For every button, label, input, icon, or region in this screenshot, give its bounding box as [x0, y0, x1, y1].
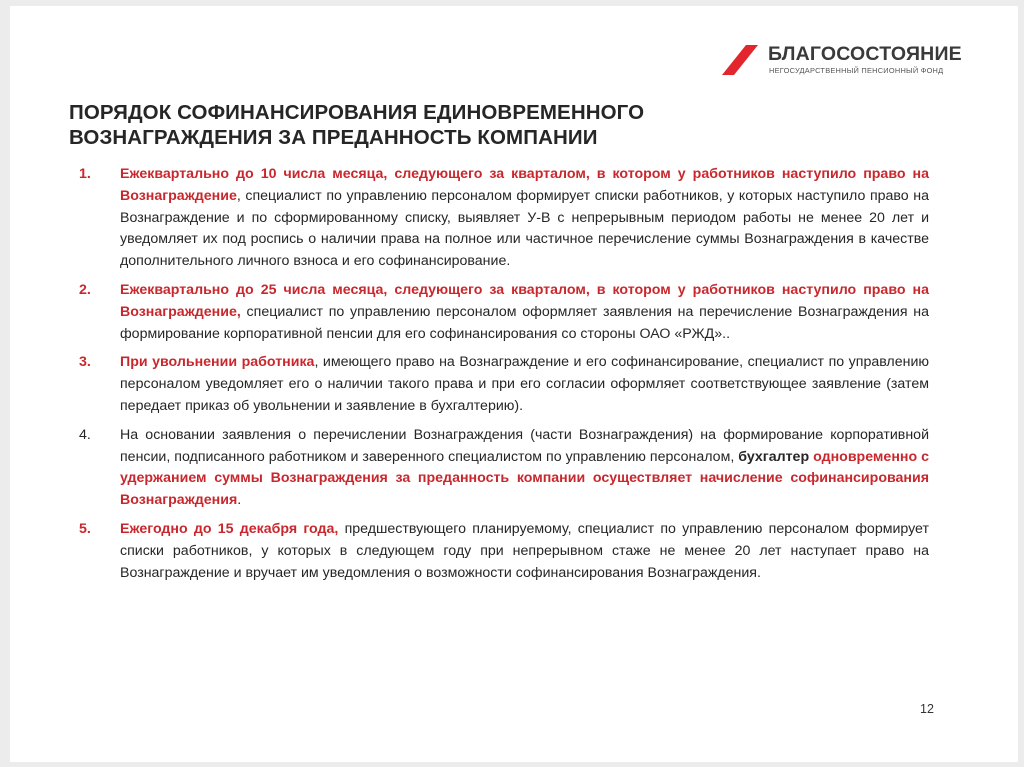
item-bold: бухгалтер [738, 448, 810, 465]
item-text: , специалист по управлению персоналом формирует списки работников, у которых наступило право на Вознаграждение и по сформированному списку, выявляет У-В с непрерывным периодом работы не менее 20 лет и уведомляет их под роспись о наличии права на полное или частичное перечисление суммы Вознаграждения в качестве дополнительного личного взноса и его софинансирование. [120, 187, 929, 270]
item-highlight: одновременно с удержанием суммы Вознаграждения за преданность компании осуществляет начисление софинансирования Вознаграждения [120, 448, 930, 509]
item-highlight: Ежеквартально до 25 числа месяца, следующего за кварталом, в котором у работников наступило право на Вознаграждение, [120, 281, 929, 320]
list-item [69, 425, 929, 512]
item-highlight: Ежегодно до 15 декабря года, [120, 520, 339, 537]
procedure-list [69, 164, 929, 591]
item-number: 5. [79, 520, 91, 537]
list-item [69, 519, 929, 584]
page-number: 12 [920, 702, 934, 716]
item-text: специалист по управлению персоналом оформляет заявления на перечисление Вознаграждения на формирование корпоративной пенсии для его софинансирования со стороны ОАО «РЖД».. [120, 303, 929, 342]
list-item [69, 352, 929, 417]
item-text: На основании заявления о перечислении Вознаграждения (части Вознаграждения) на формирование корпоративной пенсии, подписанного работником и заверенного специалистом по управлению персоналом, [120, 426, 929, 465]
item-highlight: При увольнении работника [120, 354, 315, 371]
item-number: 3. [79, 354, 91, 371]
item-end: . [237, 492, 242, 509]
logo-name: БЛАГОСОСТОЯНИЕ [768, 43, 962, 65]
item-highlight: Ежеквартально до 10 числа месяца, следующего за кварталом, в котором у работников наступило право на Вознаграждение [120, 166, 929, 204]
list-item [69, 164, 929, 273]
logo-mark-icon [722, 45, 758, 75]
list-item [69, 280, 929, 345]
item-text: , имеющего право на Вознаграждение и его софинансирование, специалист по управлению персоналом уведомляет его о наличии такого права и при его согласии оформляет соответствующее заявление (затем передает приказ об увольнении и заявление в бухгалтерию). [120, 354, 930, 414]
item-number: 2. [79, 281, 91, 298]
item-number: 1. [79, 166, 91, 182]
logo-subtitle: НЕГОСУДАРСТВЕННЫЙ ПЕНСИОННЫЙ ФОНД [769, 66, 944, 75]
item-text: предшествующего планируемому, специалист по управлению персоналом формирует списки работников, у которых в следующем году при непрерывном стаже не менее 20 лет наступает право на Вознаграждение и вручает им уведомления о возможности софинансирования Вознаграждения. [120, 520, 929, 581]
page-title: ПОРЯДОК СОФИНАНСИРОВАНИЯ ЕДИНОВРЕМЕННОГО ВОЗНАГРАЖДЕНИЯ ЗА ПРЕДАННОСТЬ КОМПАНИИ [69, 101, 645, 149]
item-number: 4. [79, 426, 91, 443]
